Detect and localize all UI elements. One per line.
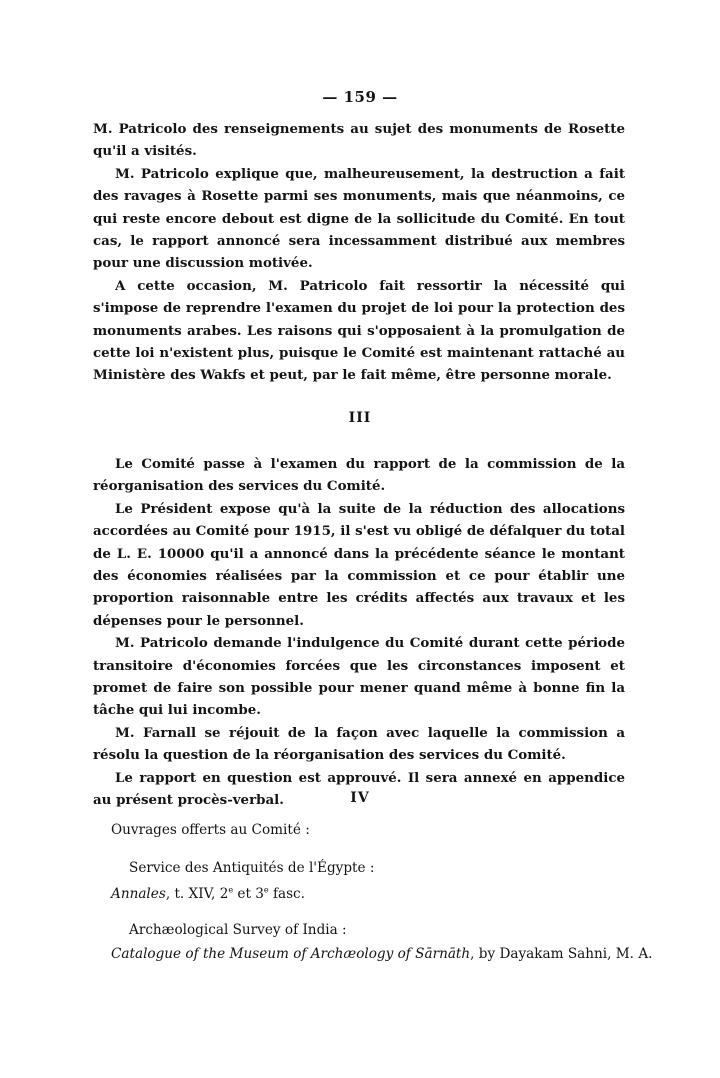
paragraph: Le rapport en question est approuvé. Il sera annexé en appendice au présent procès-verbal. [93,769,625,809]
gift-item-catalogue [111,946,652,962]
paragraph: Le Président expose qu'à la suite de la réduction des allocations accordées au Comité pour 1915, il s'est vu obligé de défalquer du total de L. E. 10000 qu'il a annoncé dans la précédente séance le montant des économies réalisées par la commission et ce pour établir une proportion raisonnable entre les crédits affectés aux travaux et les dépenses pour le personnel. [93,500,625,629]
section-heading-iv: IV [350,790,370,806]
superscript: e [263,885,269,895]
paragraph: M. Farnall se réjouit de la façon avec laquelle la commission a résolu la question de la réorganisation des services du Comité. [93,724,625,764]
gift-item-detail: , by Dayakam Sahni, M. A. [470,946,653,962]
gift-item-title: Catalogue of the Museum of Archæology of Sārnāth [111,946,471,962]
section-heading-iii: III [348,410,372,426]
gifts-intro: Ouvrages offerts au Comité : [111,822,310,838]
gift-item-title: Annales [111,886,166,902]
paragraph: Le Comité passe à l'examen du rapport de la commission de la réorganisation des services du Comité. [93,456,625,495]
gift-item-detail: , t. XIV, 2 [165,886,229,902]
page-number: — 159 — [322,88,398,106]
paragraph: M. Patricolo explique que, malheureusement, la destruction a fait des ravages à Rosette parmi ses monuments, mais que néanmoins, ce qui reste encore debout est digne de la sollicitude du Comité. En tout cas, le rapport annoncé sera incessamment distribué aux membres pour une discussion motivée. [93,165,625,272]
text-block-section-3 [93,453,625,812]
paragraph: A cette occasion, M. Patricolo fait ressortir la nécessité qui s'impose de reprendre l'examen du projet de loi pour la protection des monuments arabes. Les raisons qui s'opposaient à la promulgation de cette loi n'existent plus, puisque le Comité est maintenant rattaché au Ministère des Wakfs et peut, par le fait même, être personne morale. [93,277,625,384]
gift-item-detail: et 3 [233,886,264,902]
gift-item-detail: fasc. [268,886,305,902]
paragraph: M. Patricolo demande l'indulgence du Comité durant cette période transitoire d'économies forcées que les circonstances imposent et promet de faire son possible pour mener quand même à bonne fin la tâche qui lui incombe. [93,635,625,719]
gift-item-annales [111,886,305,902]
text-block-section-2-continued [93,118,625,387]
paragraph: M. Patricolo des renseignements au sujet des monuments de Rosette qu'il a visités. [93,121,625,160]
gift-source-egypt: Service des Antiquités de l'Égypte : [129,860,375,876]
superscript: e [228,885,234,895]
gift-source-india: Archæological Survey of India : [129,922,347,938]
